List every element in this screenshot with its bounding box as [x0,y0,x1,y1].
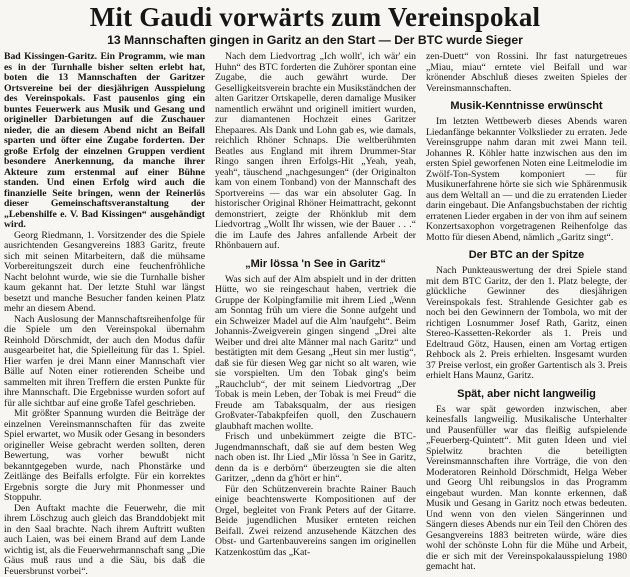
section-heading: Musik-Kenntnisse erwünscht [426,100,627,113]
section-heading: Der BTC an der Spitze [426,249,627,262]
body-paragraph: Frisch und unbekümmert zeigte die BTC-Jugendmannschaft, daß sie auf dem besten Weg nach oben ist. Ihr Lied „Mir lössa 'n See in Garitz, denn da is e derbörn“ überzeugten sie die alten Garitzer, „denn da g'hört er hin“. [215,432,416,485]
body-paragraph: Nach dem Liedvortrag „Ich wollt', ich wär' ein Huhn“ des BTC forderten die Zuhörer spontan eine Zugabe, die auch gewährt wurde. Der Geselligkeitsverein brachte ein Musikständchen der alten Garitzer Ortskapelle, deren damalige Musiker namentlich erwähnt und originell imitiert wurden, zur diamantenen Hochzeit eines Garitzer Ehepaares. Als Dank und Lohn gab es, wie damals, reichlich Rhöner Schnaps. Die weltberühmten Beatles aus England mit ihrem Drummer-Star Ringo sangen ihren Erfolgs-Hit „Yeah, yeah, yeah“, täuschend „nachgesungen“ (der Originalton kam von einem Tonband) von der Mannschaft des Sportvereins — das war ein absoluter Gag. In historischer Original Rhöner Heimattracht, gekonnt demonstriert, zeigte der Rhönklub mit dem Liedvortrag „Wollt Ihr wissen, wie der Bauer . . .“ die im Laufe des Jahres anfallende Arbeit der Rhönbauern auf. [215,52,416,252]
column-2 [215,52,416,565]
body-paragraph: Georg Riedmann, 1. Vorsitzender des die Spiele ausrichtenden Gesangvereins 1883 Garitz, freute sich mit seinen Mitarbeitern, daß die mühsame Vorbereitungszeit durch eine feuchenfröhliche Nacht belohnt wurde, wie sie die Turnhalle bisher kaum gekannt hat. Der letzte Stuhl war längst besetzt und manche Besucher fanden keinen Platz mehr an diesem Abend. [4,231,205,315]
body-paragraph: Den Auftakt machte die Feuerwehr, die mit ihrem Löschzug auch gleich das Branddobjekt mit in den Saal brachte. Nach ihrem Auftritt wußten auch Laien, was bei einem Brand auf dem Lande wichtig ist, als die Feuerwehrmannschaft sang „Die Gäus muß raus und a die Säu, bis daß die Feuersbrunst vorbei“. [4,504,205,577]
column-3 [426,52,627,565]
section-heading: Spät, aber nicht langweilig [426,388,627,401]
body-paragraph: Was sich auf der Alm abspielt und in der dritten Hütte, wo sie reingeschaut haben, vertriek die Gruppe der Kolpingfamilie mit ihrem Lied „Wenn am Sonntag früh um viere die Sonne aufgeht und ein Schweizer Madel auf die Alm 'naufgeht“. Beim Johannis-Zweigverein gingen singend „Drei alte Weiber und drei alte Männer mal nach Garitz“ und bestätigten mit dem Gesang „Heut sin mer lustig“, daß sie für diesen Weg gar nicht so alt waren, wie sie vorspielten. Um den Tobak ging's beim „Rauchclub“, der mit seinem Liedvortrag „Der Tobak is mein Leben, der Tobak is mei Freud“ die Freude am Tabaksqualm, der aus riesigen Großvater-Tabakpfeifen quoll, den Zuschauern glaubhaft machen wollte. [215,275,416,433]
lead-paragraph: Bad Kissingen-Garitz. Ein Programm, wie man es in der Turnhalle bisher selten erlebt hat, boten die 13 Mannschaften der Garitzer Ortsvereine bei der diesjährigen Ausspielung des Vereinspokals. Fast pausenlos ging ein buntes Feuerwerk aus Musik und Gesang und origineller Darbietungen auf die Zuschauer nieder, die an diesem Abend nicht an Beifall sparten und öfter eine Zugabe forderten. Der große Erfolg der einzelnen Gruppen verdient besondere Anerkennung, da manche ihrer Akteure zum erstenmal auf einer Bühne standen. Und einen Erfolg wird auch die finanzielle Seite bringen, wenn der Reinerlös dieser Gemeinschaftsveranstaltung der „Lebenshilfe e. V. Bad Kissingen“ ausgehändigt wird. [4,52,205,231]
body-paragraph: Im letzten Wettbewerb dieses Abends waren Liedanfänge bekannter Volkslieder zu erraten. Jede Vereinsgruppe nahm daran mit zwei Mann teil. Johannes R. Köhler hatte inzwischen aus den im ersten Spiel geworfenen Noten eine Leitmelodie im Zwölf-Ton-System komponiert — für Musikunerfahrene hörte sie sich wie Sphärenmusik aus dem Weltall an — und die zu erratenden Lieder darin eingebaut. Die Anfangsbuchstaben der richtig erratenen Lieder ergaben in der von ihm auf seinem Konzertsaxophon vorgetragenen Reihenfolge das Motto für diesen Abend, nämlich „Garitz singt“. [426,117,627,243]
body-paragraph: Mit größter Spannung wurden die Beiträge der einzelnen Vereinsmannschaften für das zweite Spiel erwartet, wo Musik oder Gesang in besonders origineller Weise gebracht werden sollten, deren Bewertung, was vorher bewußt nicht bekanntgegeben wurde, nach Phonstärke und Zeitlänge des Beifalls erfolgte. Für ein korrektes Ergebnis sorgte die Jury mit Phonmesser und Stoppuhr. [4,409,205,504]
headline: Mit Gaudi vorwärts zum Vereinspokal [0,2,630,32]
body-paragraph: Nach Auslosung der Mannschaftsreihenfolge für die Spiele um den Vereinspokal übernahm Reinhold Dörschmidt, der auch den Modus dafür ausgearbeitet hat, die Spielleitung für das 1. Spiel. Hier warfen je drei Mann einer Mannschaft vier Bälle auf Noten einer rotierenden Scheibe und sammelten mit ihren Treffern die ersten Punkte für ihre Mannschaft. Die Ergebnisse wurden sofort auf für alle sichtbar auf eine große Tafel geschrieben. [4,315,205,410]
body-paragraph: Es war spät geworden inzwischen, aber keinesfalls langweilig. Musikalische Unterhalter und Pausenfüller war das fleißig aufspielende „Feuerberg-Quintett“. Mit guten Ideen und viel Spielwitz brachten die beteiligten Vereinsmannschaften ihre Vorträge, die von den Moderatoren Reinhold Dörschmidt, Helga Weber und Georg Uhl reibungslos in das Programm eingebaut wurden. Man konnte erkennen, daß Musik und Gesang in Garitz noch etwas bedeuten. Und wenn von den vielen Sängerinnen und Sängern dieses Abends nur ein Teil den Chören des Gesangvereins 1883 beitreten würde, wäre dies wohl der schönste Lohn für die Mühe und Arbeit, die er sich mit der Vereinspokalausspielung 1980 gemacht hat. [426,405,627,573]
section-heading: „Mir lössa 'n See in Garitz“ [215,258,416,271]
body-paragraph: Für den Schützenverein brachte Rainer Bauch einige beachtenswerte Kompositionen auf der Orgel, begleitet von Frank Peters auf der Gitarre. Beide jugendlichen Musiker ernteten reichen Beifall. Zwei reizend anzusehende Kätzchen des Obst- und Gartenbauvereins sangen im originellen Katzenkostüm das „Kat- [215,485,416,559]
body-paragraph: zen-Duett“ von Rossini. Ihr fast naturgetreues „Miau, miau“ erntete viel Beifall und war krönender Abschluß dieses zweiten Spieles der Vereinsmannschaften. [426,52,627,94]
column-1 [4,52,205,565]
subheadline: 13 Mannschaften gingen in Garitz an den Start — Der BTC wurde Sieger [0,33,630,48]
article-columns [4,52,628,565]
body-paragraph: Nach Punkteauswertung der drei Spiele stand mit dem BTC Garitz, der den 1. Platz belegte, der glückliche Gewinner des diesjährigen Vereinspokals fest. Strahlende Gesichter gab es noch bei den Gewinnern der Tombola, wo mit der richtigen Losnummer Josef Rath, Garitz, einen Stereo-Kassetten-Rekorder als 1. Preis und Edeltraud Götz, Hausen, einen am Vortag ertigen Rehbock als 2. Preis erhielten. Insgesamt wurden 37 Preise verlost, ein großer Gartentisch als 3. Preis erhielt Hans Maunz, Garitz. [426,266,627,382]
